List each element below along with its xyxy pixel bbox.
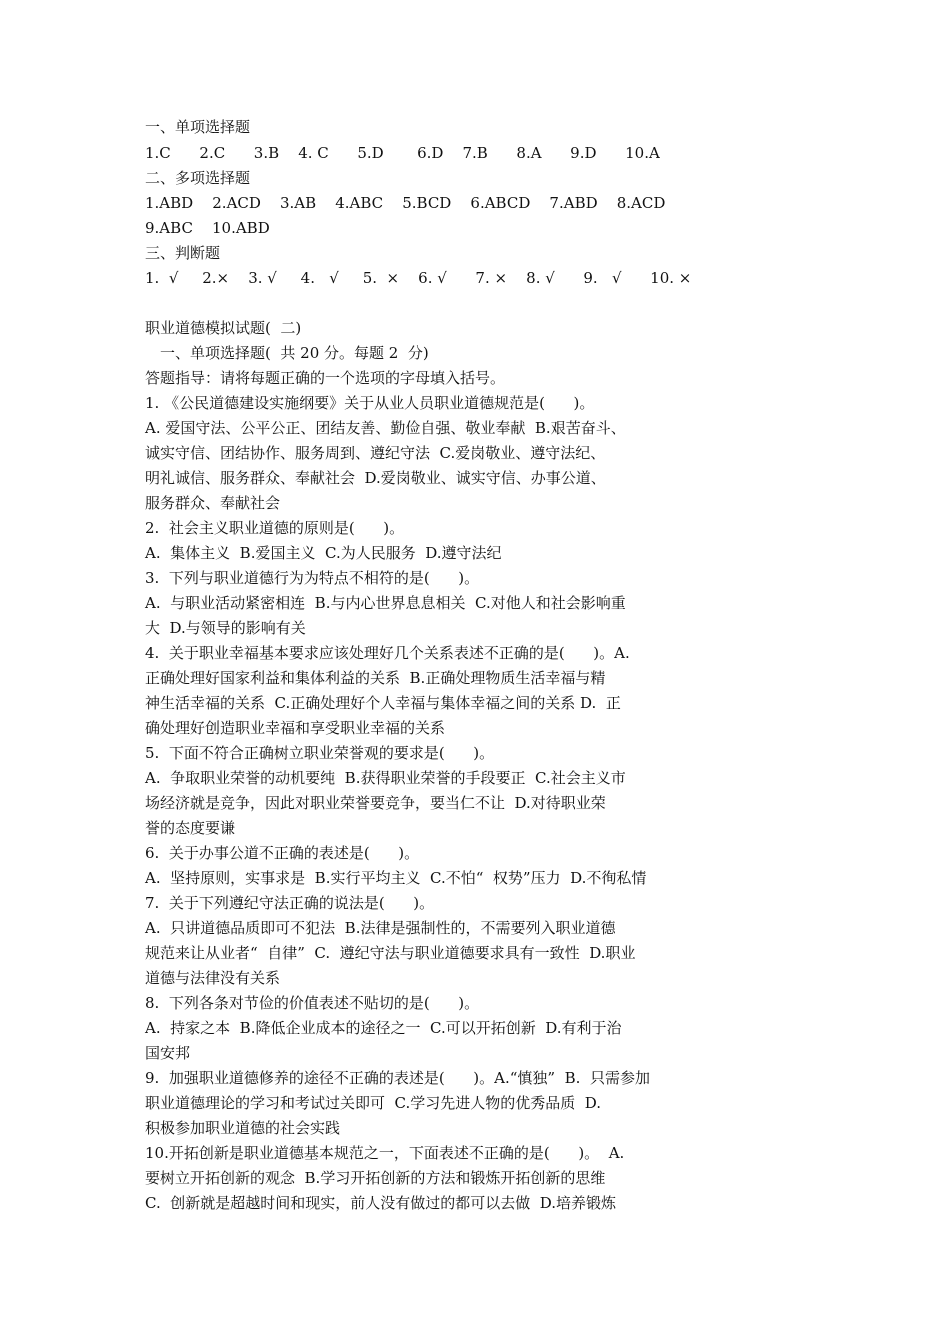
single-choice-answers-heading: 一、单项选择题 [145, 118, 251, 136]
question-line: 7. 关于下列遵纪守法正确的说法是( )。 [145, 894, 435, 912]
multi-choice-answers-row: 9.ABC 10.ABD [145, 219, 270, 237]
question-line: 国安邦 [145, 1044, 191, 1062]
question-line: 8. 下列各条对节俭的价值表述不贴切的是( )。 [145, 994, 480, 1012]
question-line: 9. 加强职业道德修养的途径不正确的表述是( )。A.“慎独” B. 只需参加 [145, 1069, 650, 1087]
question-line: 5. 下面不符合正确树立职业荣誉观的要求是( )。 [145, 744, 495, 762]
question-line: 4. 关于职业幸福基本要求应该处理好几个关系表述不正确的是( )。A. [145, 644, 630, 662]
question-line: 1. 《公民道德建设实施纲要》关于从业人员职业道德规范是( )。 [145, 394, 595, 412]
question-line: 10.开拓创新是职业道德基本规范之一，下面表述不正确的是( )。 A. [145, 1144, 625, 1162]
question-line: 誉的态度要谦 [145, 819, 236, 837]
question-line: 规范来让从业者“ 自律” C. 遵纪守法与职业道德要求具有一致性 D.职业 [145, 944, 636, 962]
question-line: A. 集体主义 B.爱国主义 C.为人民服务 D.遵守法纪 [145, 544, 502, 562]
exam-title: 职业道德模拟试题( 二) [145, 319, 302, 337]
question-line: 确处理好创造职业幸福和享受职业幸福的关系 [145, 719, 446, 737]
question-line: A. 与职业活动紧密相连 B.与内心世界息息相关 C.对他人和社会影响重 [145, 594, 626, 612]
question-line: 积极参加职业道德的社会实践 [145, 1119, 341, 1137]
question-line: 6. 关于办事公道不正确的表述是( )。 [145, 844, 420, 862]
question-line: 3. 下列与职业道德行为为特点不相符的是( )。 [145, 569, 480, 587]
answer-instruction: 答题指导：请将每题正确的一个选项的字母填入括号。 [145, 369, 506, 387]
section-heading: 一、单项选择题( 共 20 分。每题 2 分) [160, 344, 429, 362]
question-line: 场经济就是竞争，因此对职业荣誉要竞争，要当仁不让 D.对待职业荣 [145, 794, 606, 812]
question-line: A. 爱国守法、公平公正、团结友善、勤俭自强、敬业奉献 B.艰苦奋斗、 [145, 419, 626, 437]
question-line: A. 持家之本 B.降低企业成本的途径之一 C.可以开拓创新 D.有利于治 [145, 1019, 622, 1037]
question-line: 明礼诚信、服务群众、奉献社会 D.爱岗敬业、诚实守信、办事公道、 [145, 469, 606, 487]
question-line: 道德与法律没有关系 [145, 969, 281, 987]
question-line: 诚实守信、团结协作、服务周到、遵纪守法 C.爱岗敬业、遵守法纪、 [145, 444, 606, 462]
multi-choice-answers-row: 1.ABD 2.ACD 3.AB 4.ABC 5.BCD 6.ABCD 7.ABD 8.ACD [145, 194, 666, 212]
question-line: A. 只讲道德品质即可不犯法 B.法律是强制性的，不需要列入职业道德 [145, 919, 616, 937]
question-line: A. 坚持原则，实事求是 B.实行平均主义 C.不怕“ 权势”压力 D.不徇私情 [145, 869, 647, 887]
question-line: 正确处理好国家利益和集体利益的关系 B.正确处理物质生活幸福与精 [145, 669, 606, 687]
multi-choice-answers-heading: 二、多项选择题 [145, 169, 251, 187]
single-choice-answers-row: 1.C 2.C 3.B 4. C 5.D 6.D 7.B 8.A 9.D 10.A [145, 144, 660, 162]
question-line: 要树立开拓创新的观念 B.学习开拓创新的方法和锻炼开拓创新的思维 [145, 1169, 606, 1187]
question-line: 2. 社会主义职业道德的原则是( )。 [145, 519, 405, 537]
question-line: 大 D.与领导的影响有关 [145, 619, 306, 637]
question-line: 神生活幸福的关系 C.正确处理好个人幸福与集体幸福之间的关系 D. 正 [145, 694, 621, 712]
question-line: 服务群众、奉献社会 [145, 494, 281, 512]
true-false-answers-heading: 三、判断题 [145, 244, 221, 262]
question-line: C. 创新就是超越时间和现实，前人没有做过的都可以去做 D.培养锻炼 [145, 1194, 617, 1212]
true-false-answers-row: 1. √ 2.× 3. √ 4. √ 5. × 6. √ 7. × 8. √ 9. √ 10. × [145, 269, 692, 287]
question-line: A. 争取职业荣誉的动机要纯 B.获得职业荣誉的手段要正 C.社会主义市 [145, 769, 626, 787]
question-line: 职业道德理论的学习和考试过关即可 C.学习先进人物的优秀品质 D. [145, 1094, 602, 1112]
